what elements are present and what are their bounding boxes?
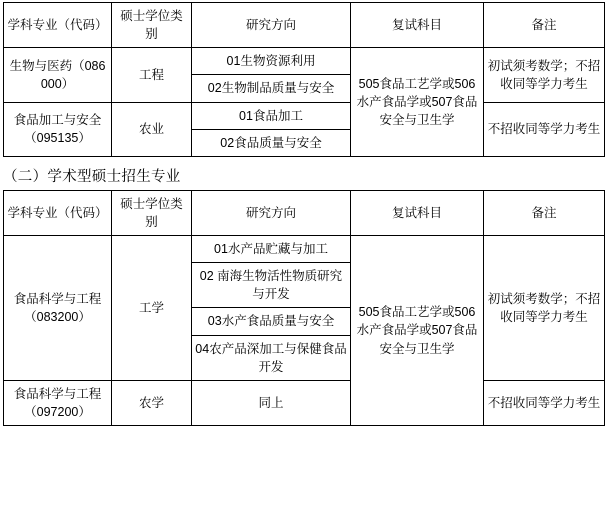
cell-direction: 03水产食品质量与安全: [192, 308, 351, 335]
cell-major: 食品加工与安全（095135）: [4, 102, 112, 156]
cell-direction: 01生物资源利用: [192, 48, 351, 75]
cell-major: 生物与医药（086000）: [4, 48, 112, 102]
header-direction: 研究方向: [192, 3, 351, 48]
cell-degree: 工学: [112, 236, 192, 381]
table-header-row: [4, 3, 605, 48]
cell-direction: 01食品加工: [192, 102, 351, 129]
header-major: 学科专业（代码）: [4, 190, 112, 235]
cell-major: 食品科学与工程（083200）: [4, 236, 112, 381]
cell-remark: 不招收同等学力考生: [484, 380, 605, 425]
cell-degree: 农业: [112, 102, 192, 156]
table-row: [4, 48, 605, 75]
header-remark: 备注: [484, 3, 605, 48]
header-direction: 研究方向: [192, 190, 351, 235]
cell-degree: 农学: [112, 380, 192, 425]
cell-direction: 02生物制品质量与安全: [192, 75, 351, 102]
header-degree: 硕士学位类别: [112, 190, 192, 235]
cell-remark: 初试须考数学；不招收同等学力考生: [484, 236, 605, 381]
header-exam: 复试科目: [351, 3, 484, 48]
header-remark: 备注: [484, 190, 605, 235]
header-exam: 复试科目: [351, 190, 484, 235]
cell-remark: 不招收同等学力考生: [484, 102, 605, 156]
cell-remark: 初试须考数学；不招收同等学力考生: [484, 48, 605, 102]
section-title: （二）学术型硕士招生专业: [3, 168, 181, 185]
header-degree: 硕士学位类别: [112, 3, 192, 48]
cell-major: 食品科学与工程（097200）: [4, 380, 112, 425]
table-header-row: [4, 190, 605, 235]
academic-degree-table: [3, 190, 605, 426]
header-major: 学科专业（代码）: [4, 3, 112, 48]
cell-degree: 工程: [112, 48, 192, 102]
table-row: [4, 236, 605, 263]
cell-direction: 04农产品深加工与保健食品开发: [192, 335, 351, 380]
cell-exam: 505食品工艺学或506水产食品学或507食品安全与卫生学: [351, 48, 484, 157]
cell-direction: 01水产品贮藏与加工: [192, 236, 351, 263]
table-row: [4, 102, 605, 129]
table-row: [4, 380, 605, 425]
cell-direction: 02 南海生物活性物质研究与开发: [192, 263, 351, 308]
document-page: [0, 2, 607, 518]
professional-degree-table: [3, 2, 605, 157]
cell-exam: 505食品工艺学或506水产食品学或507食品安全与卫生学: [351, 236, 484, 426]
cell-direction: 同上: [192, 380, 351, 425]
cell-direction: 02食品质量与安全: [192, 129, 351, 156]
